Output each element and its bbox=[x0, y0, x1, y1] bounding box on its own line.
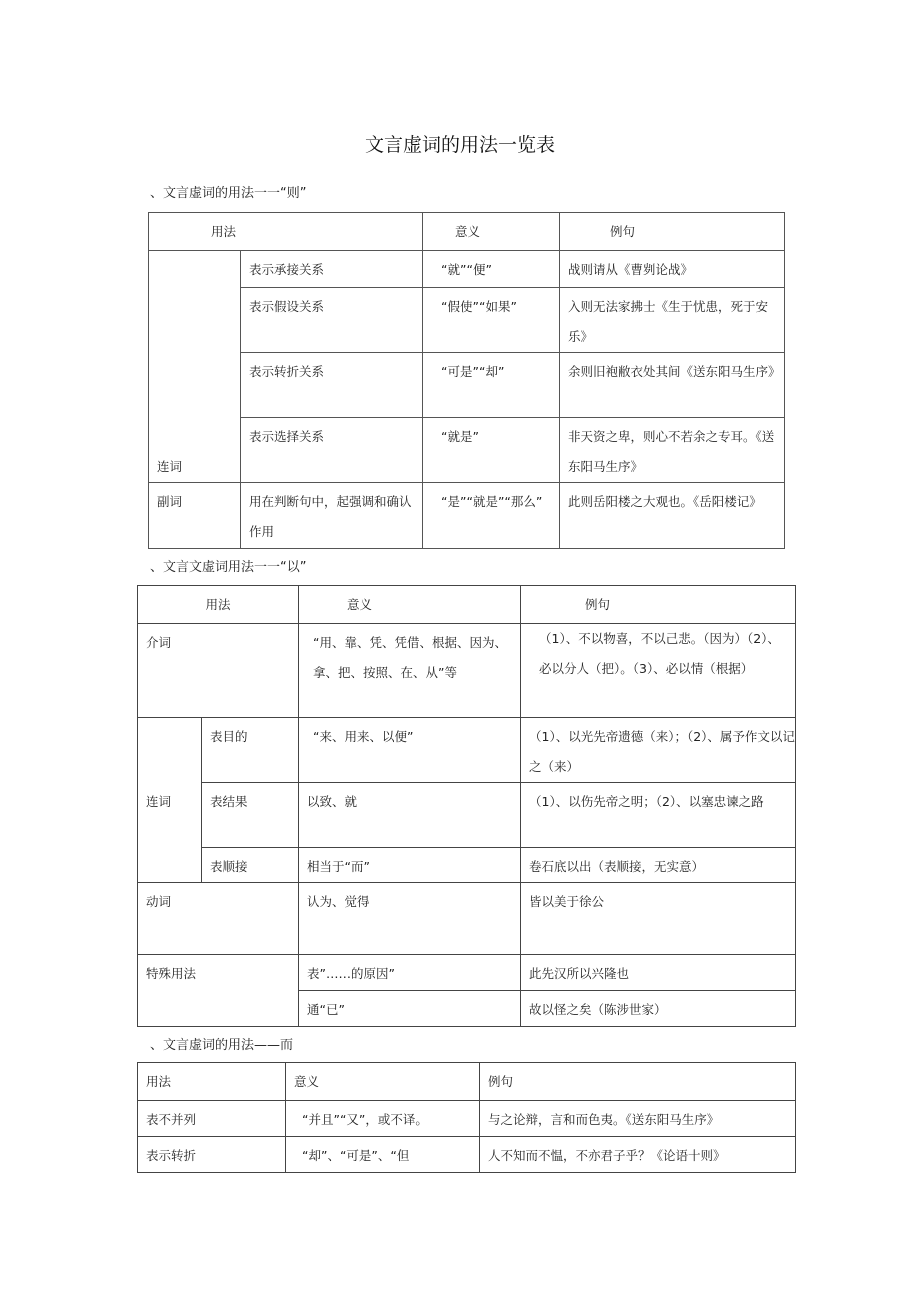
table-header-row bbox=[149, 213, 785, 251]
example-cell: 非天资之卑，则心不若余之专耳。《送东阳马生序》 bbox=[560, 418, 785, 483]
usage-cell: 表示转折 bbox=[138, 1137, 286, 1173]
section-heading-ze: 、文言虚词的用法一一“则” bbox=[150, 186, 307, 201]
usage-cell: 用在判断句中，起强调和确认作用 bbox=[241, 483, 423, 549]
usage-cell: 表示选择关系 bbox=[241, 418, 423, 483]
table-row bbox=[138, 883, 796, 955]
meaning-cell: “用、靠、凭、凭借、根据、因为、拿、把、按照、在、从”等 bbox=[299, 624, 521, 718]
example-cell: 卷石底以出（表顺接，无实意） bbox=[521, 848, 796, 883]
example-cell: 皆以美于徐公 bbox=[521, 883, 796, 955]
usage-cell: 表不并列 bbox=[138, 1101, 286, 1137]
pos-conjunction: 连词 bbox=[138, 718, 202, 883]
example-cell: 人不知而不愠，不亦君子乎？《论语十则》 bbox=[480, 1137, 796, 1173]
meaning-cell: 以致、就 bbox=[299, 783, 521, 848]
meaning-cell: “就是” bbox=[423, 418, 560, 483]
meaning-cell: 表”……的原因” bbox=[299, 955, 521, 991]
example-cell: 入则无法家拂士《生于忧患，死于安乐》 bbox=[560, 288, 785, 353]
table-row bbox=[138, 1101, 796, 1137]
table-row bbox=[138, 848, 796, 883]
table-er bbox=[137, 1062, 796, 1173]
header-example: 例句 bbox=[521, 586, 796, 624]
table-row bbox=[149, 418, 785, 483]
example-cell: （1）、以伤先帝之明；（2）、以塞忠谏之路 bbox=[521, 783, 796, 848]
usage-cell: 表示假设关系 bbox=[241, 288, 423, 353]
example-cell: （1）、以光先帝遗德（来）；（2）、属予作文以记之（来） bbox=[521, 718, 796, 783]
meaning-cell: “却”、“可是”、“但 bbox=[286, 1137, 480, 1173]
meaning-cell: “可是”“却” bbox=[423, 353, 560, 418]
table-row bbox=[138, 955, 796, 991]
meaning-cell: 认为、觉得 bbox=[299, 883, 521, 955]
pos-conjunction: 连词 bbox=[149, 251, 241, 483]
pos-preposition: 介词 bbox=[138, 624, 299, 718]
meaning-cell: “并且”“又”，或不译。 bbox=[286, 1101, 480, 1137]
table-row bbox=[138, 783, 796, 848]
example-cell: （1）、不以物喜，不以己悲。（因为）（2）、必以分人（把）。（3）、必以情（根据） bbox=[521, 624, 796, 718]
table-header-row bbox=[138, 1063, 796, 1101]
meaning-cell: 相当于“而” bbox=[299, 848, 521, 883]
example-cell: 此则岳阳楼之大观也。《岳阳楼记》 bbox=[560, 483, 785, 549]
pos-adverb: 副词 bbox=[149, 483, 241, 549]
meaning-cell: 通“已” bbox=[299, 991, 521, 1027]
table-yi bbox=[137, 585, 796, 1027]
meaning-cell: “来、用来、以便” bbox=[299, 718, 521, 783]
table-row bbox=[149, 288, 785, 353]
header-usage: 用法 bbox=[138, 586, 299, 624]
usage-cell: 表目的 bbox=[202, 718, 299, 783]
table-row bbox=[138, 718, 796, 783]
page-title: 文言虚词的用法一览表 bbox=[364, 134, 555, 156]
header-meaning: 意义 bbox=[286, 1063, 480, 1101]
example-cell: 余则旧袍敝衣处其间《送东阳马生序》 bbox=[560, 353, 785, 418]
example-cell: 战则请从《曹刿论战》 bbox=[560, 251, 785, 288]
example-cell: 与之论辩，言和而色夷。《送东阳马生序》 bbox=[480, 1101, 796, 1137]
usage-cell: 表示承接关系 bbox=[241, 251, 423, 288]
header-meaning: 意义 bbox=[423, 213, 560, 251]
usage-cell: 表结果 bbox=[202, 783, 299, 848]
pos-verb: 动词 bbox=[138, 883, 299, 955]
section-heading-yi: 、文言文虚词用法一一“以” bbox=[150, 560, 307, 575]
meaning-cell: “假使”“如果” bbox=[423, 288, 560, 353]
table-ze bbox=[148, 212, 785, 549]
table-row bbox=[149, 353, 785, 418]
table-row bbox=[149, 483, 785, 549]
header-meaning: 意义 bbox=[299, 586, 521, 624]
header-usage: 用法 bbox=[138, 1063, 286, 1101]
section-heading-er: 、文言虚词的用法——而 bbox=[150, 1038, 294, 1053]
example-cell: 此先汉所以兴隆也 bbox=[521, 955, 796, 991]
table-row bbox=[138, 1137, 796, 1173]
pos-special: 特殊用法 bbox=[138, 955, 299, 1027]
table-row bbox=[138, 624, 796, 718]
example-cell: 故以怪之矣（陈涉世家） bbox=[521, 991, 796, 1027]
usage-cell: 表顺接 bbox=[202, 848, 299, 883]
header-usage: 用法 bbox=[149, 213, 423, 251]
meaning-cell: “就”“便” bbox=[423, 251, 560, 288]
table-row bbox=[149, 251, 785, 288]
meaning-cell: “是”“就是”“那么” bbox=[423, 483, 560, 549]
usage-cell: 表示转折关系 bbox=[241, 353, 423, 418]
header-example: 例句 bbox=[480, 1063, 796, 1101]
table-header-row bbox=[138, 586, 796, 624]
header-example: 例句 bbox=[560, 213, 785, 251]
